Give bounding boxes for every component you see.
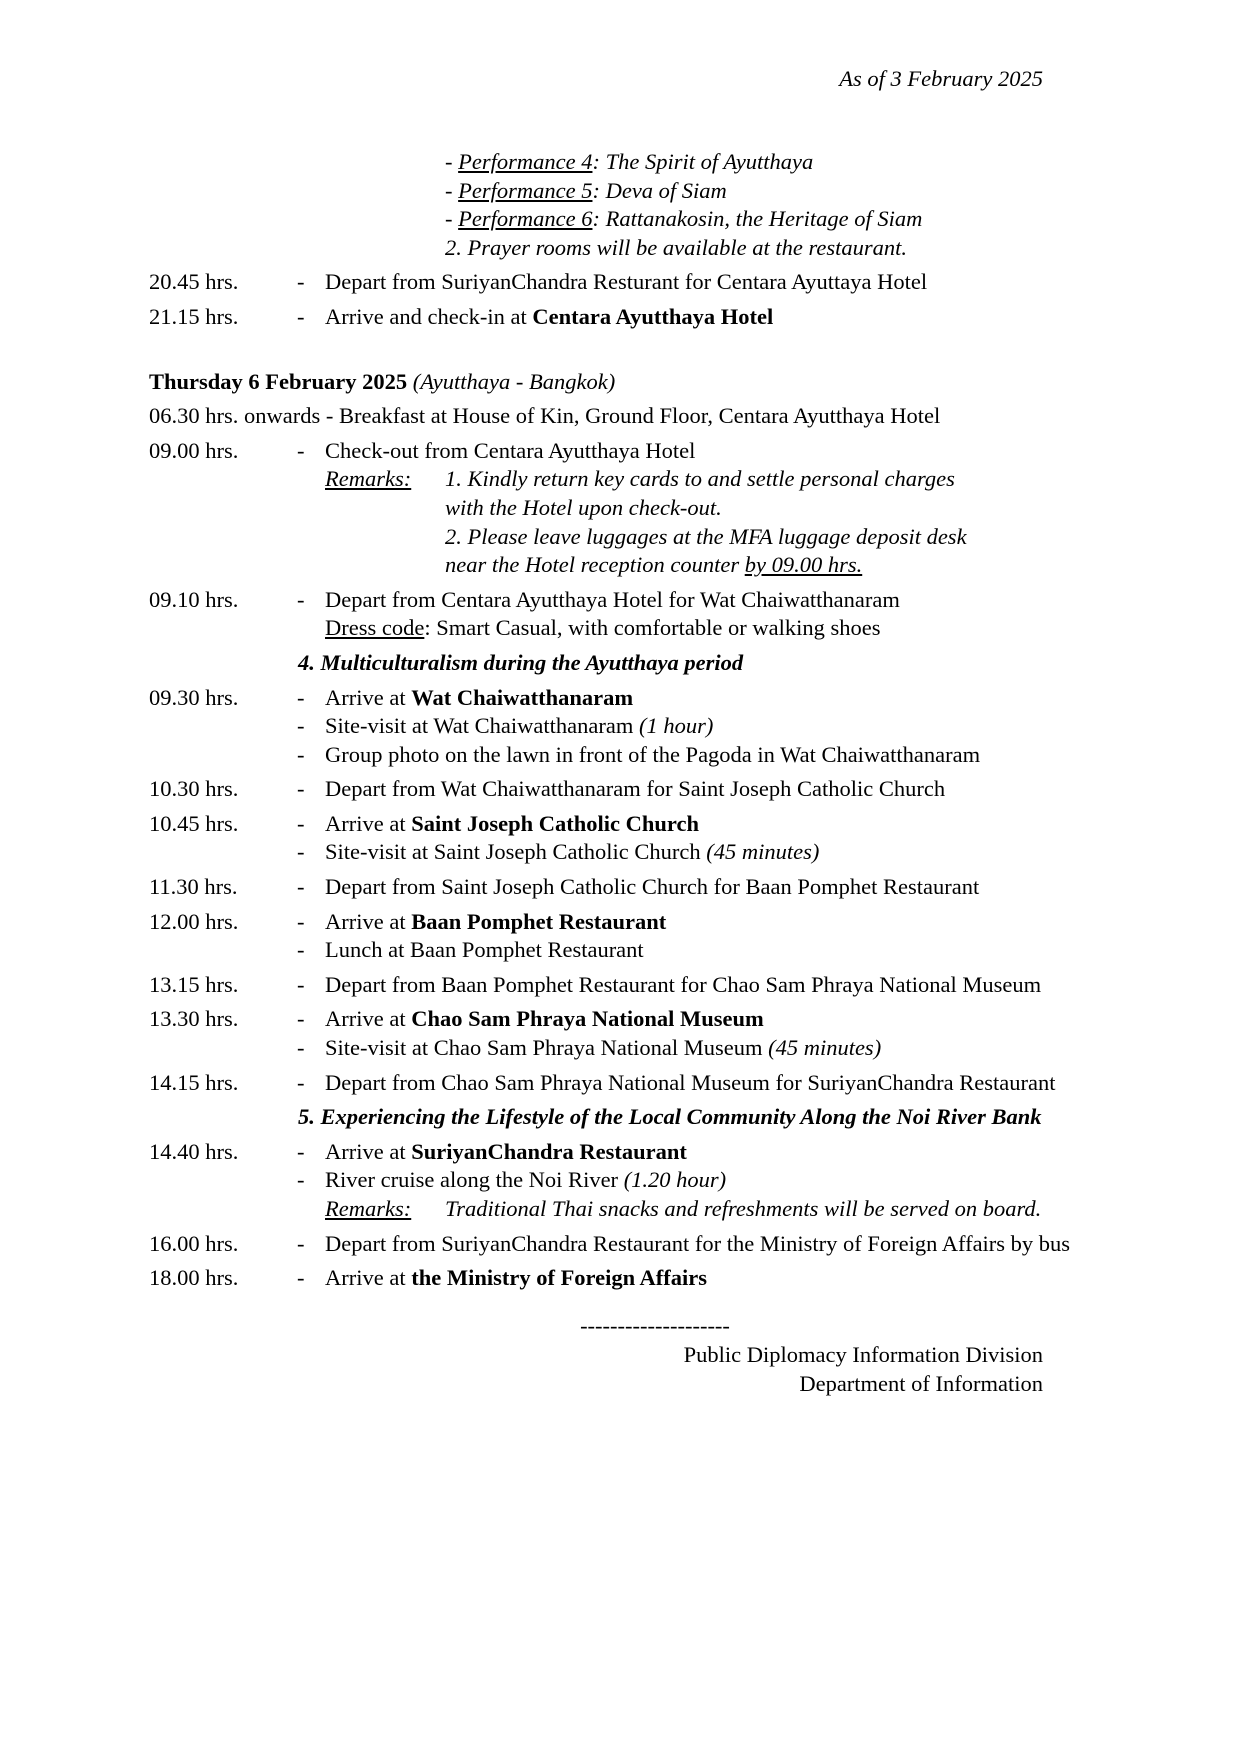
schedule-row: 16.00 hrs. - Depart from SuriyanChandra Restaurant for the Ministry of Foreign Affairs by bus (149, 1230, 1071, 1256)
division-name: Public Diplomacy Information Division (683, 1342, 1043, 1367)
schedule-row: 09.10 hrs. - Depart from Centara Ayutthaya Hotel for Wat Chaiwatthanaram (149, 586, 900, 612)
schedule-row: 13.15 hrs. - Depart from Baan Pomphet Restaurant for Chao Sam Phraya National Museum (149, 971, 1042, 997)
day-heading: Thursday 6 February 2025 (Ayutthaya - Bangkok) (149, 368, 616, 394)
section-heading: 5. Experiencing the Lifestyle of the Local Community Along the Noi River Bank (298, 1104, 1042, 1130)
dress-code-row: Dress code: Smart Casual, with comfortable or walking shoes (325, 615, 881, 641)
remarks-row: Remarks: Traditional Thai snacks and refreshments will be served on board. (325, 1196, 1042, 1221)
signature-block (684, 1340, 1043, 1398)
remarks-row: Remarks: 1. Kindly return key cards to and settle personal charges (325, 466, 955, 492)
schedule-row: 09.30 hrs. - Arrive at Wat Chaiwatthanaram (149, 684, 634, 710)
performance-item: - Performance 4: The Spirit of Ayutthaya (445, 149, 814, 174)
schedule-row: 14.15 hrs. - Depart from Chao Sam Phraya National Museum for SuriyanChandra Restaurant (149, 1069, 1056, 1095)
schedule-row: - Site-visit at Saint Joseph Catholic Church (45 minutes) (297, 839, 820, 865)
schedule-row: - Site-visit at Wat Chaiwatthanaram (1 hour) (297, 713, 714, 739)
section-heading: 4. Multiculturalism during the Ayutthaya period (298, 649, 744, 675)
breakfast-row: 06.30 hrs. onwards - Breakfast at House of Kin, Ground Floor, Centara Ayutthaya Hotel (149, 403, 941, 429)
schedule-row: 18.00 hrs. - Arrive at the Ministry of Foreign Affairs (149, 1265, 708, 1291)
remarks-row: with the Hotel upon check-out. (445, 494, 722, 520)
prayer-note: 2. Prayer rooms will be available at the restaurant. (445, 234, 908, 260)
remarks-row: near the Hotel reception counter by 09.00 hrs. (445, 552, 863, 578)
schedule-row: 11.30 hrs. - Depart from Saint Joseph Catholic Church for Baan Pomphet Restaurant (149, 874, 980, 900)
department-name: Department of Information (799, 1371, 1043, 1396)
as-of-date: As of 3 February 2025 (839, 66, 1043, 91)
separator: -------------------- (580, 1313, 730, 1338)
schedule-row: - River cruise along the Noi River (1.20 hour) (297, 1167, 727, 1193)
schedule-row: 13.30 hrs. - Arrive at Chao Sam Phraya National Museum (149, 1006, 764, 1032)
schedule-row: 20.45 hrs. - Depart from SuriyanChandra Resturant for Centara Ayuttaya Hotel (149, 269, 928, 295)
schedule-row: - Site-visit at Chao Sam Phraya National Museum (45 minutes) (297, 1035, 882, 1061)
schedule-row: 10.30 hrs. - Depart from Wat Chaiwatthanaram for Saint Joseph Catholic Church (149, 776, 946, 802)
schedule-row: 12.00 hrs. - Arrive at Baan Pomphet Restaurant (149, 908, 667, 934)
performance-item: - Performance 5: Deva of Siam (445, 177, 727, 203)
schedule-row: 09.00 hrs. - Check-out from Centara Ayutthaya Hotel (149, 437, 696, 463)
schedule-row: 14.40 hrs. - Arrive at SuriyanChandra Restaurant (149, 1138, 687, 1164)
itinerary-document (149, 148, 1159, 1293)
performance-item: - Performance 6: Rattanakosin, the Heritage of Siam (445, 206, 923, 232)
schedule-row: 10.45 hrs. - Arrive at Saint Joseph Catholic Church (149, 810, 699, 836)
schedule-row: 21.15 hrs. - Arrive and check-in at Centara Ayutthaya Hotel (149, 303, 774, 329)
remarks-row: 2. Please leave luggages at the MFA luggage deposit desk (445, 523, 967, 549)
schedule-row: - Group photo on the lawn in front of the Pagoda in Wat Chaiwatthanaram (297, 741, 981, 767)
schedule-row: - Lunch at Baan Pomphet Restaurant (297, 937, 644, 963)
